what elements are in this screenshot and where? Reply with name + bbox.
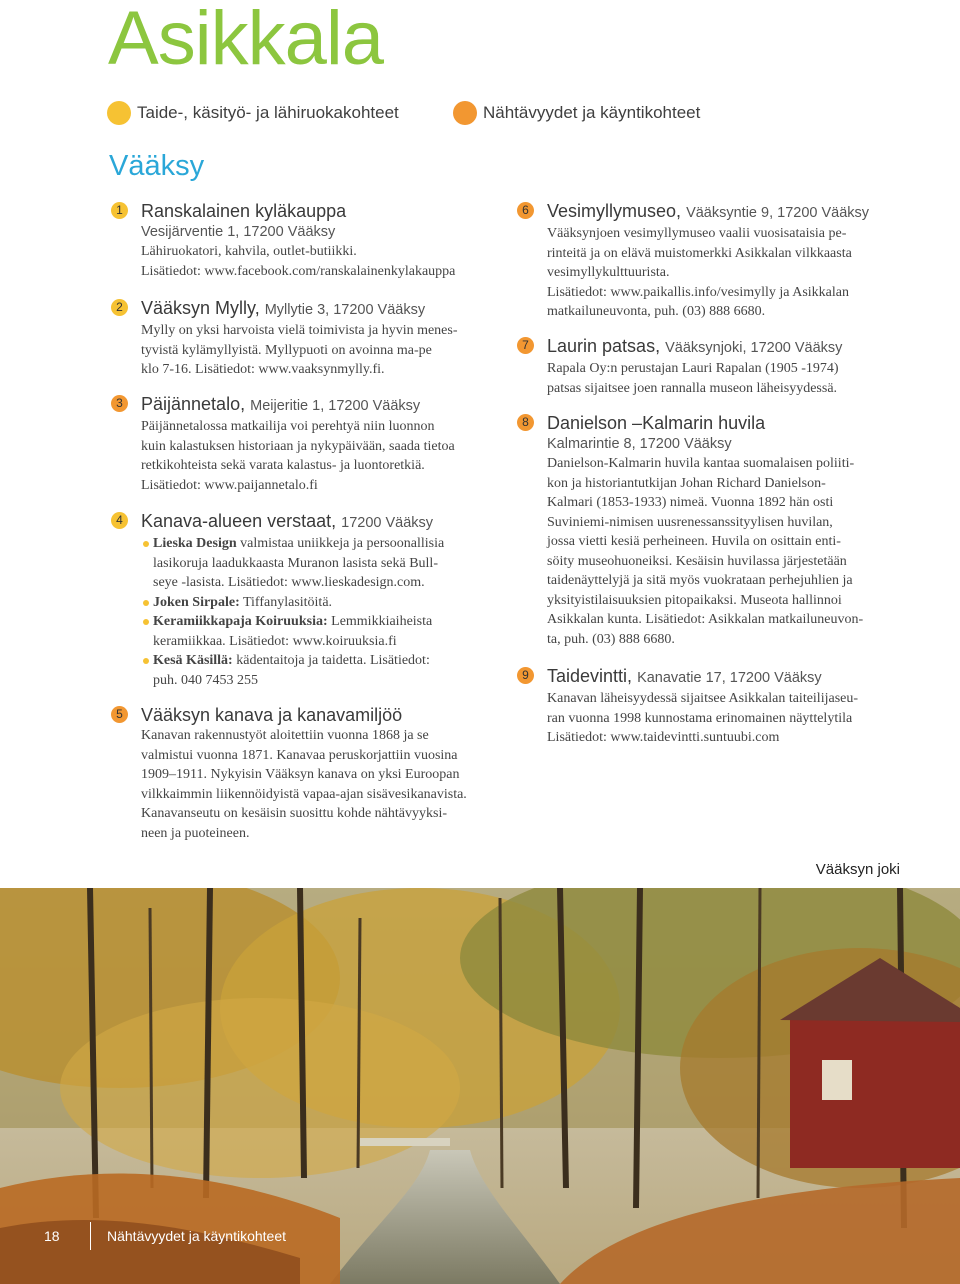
entry-text: valmistui vuonna 1871. Kanavaa peruskorjattiin vuosina <box>141 747 458 763</box>
entry-text: Asikkalan kunta. Lisätiedot: Asikkalan matkailuneuvon- <box>547 612 864 627</box>
entry-text: kuin kalastuksen historiaan ja nykypäivään, saada tietoa <box>141 438 455 454</box>
entry-2 <box>116 297 521 380</box>
entry-name: Vesimyllymuseo, <box>547 201 682 221</box>
bullet-text: lasikoruja laadukkaasta Muranon lasista sekä Bull- <box>153 555 438 571</box>
entry-text: Kalmari (1853-1933) nimeä. Vuonna 1892 hän osti <box>547 495 834 510</box>
entry-text: Lisätiedot: www.paijannetalo.fi <box>141 477 318 493</box>
entry-name: Laurin patsas, <box>547 336 661 356</box>
photo-caption: Vääksyn joki <box>815 861 900 878</box>
bullet-text: puh. 040 7453 255 <box>153 672 258 688</box>
number-badge: 1 <box>111 202 128 219</box>
bullet-item: Kesä Käsillä: kädentaitoja ja taidetta. Lisätiedot: <box>141 651 521 671</box>
footer-section: Nähtävyydet ja käyntikohteet <box>107 1228 286 1244</box>
bullet-item: Lieska Design valmistaa uniikkeja ja persoonallisia <box>141 534 521 554</box>
entry-text: Päijännetalossa matkailija voi perehtyä niin luonnon <box>141 419 435 434</box>
bullet-text: seye -lasista. Lisätiedot: www.lieskadesign.com. <box>153 575 425 590</box>
entry-name: Taidevintti, <box>547 666 633 686</box>
entry-text: Mylly on yksi harvoista vielä toimivista ja hyvin menes- <box>141 323 458 338</box>
number-badge: 4 <box>111 512 128 529</box>
entry-address: Kanavatie 17, 17200 Vääksy <box>637 670 822 686</box>
entry-text: klo 7-16. Lisätiedot: www.vaaksynmylly.fi. <box>141 362 385 377</box>
number-badge: 3 <box>111 395 128 412</box>
entry-text: taidenäyttelyjä ja sitä myös vuokrataan perhejuhlien ja <box>547 573 853 588</box>
legend-label: Nähtävyydet ja käyntikohteet <box>483 103 701 122</box>
number-badge: 6 <box>517 202 534 219</box>
entry-address: Vesijärventie 1, 17200 Vääksy <box>141 224 336 240</box>
entry-text: 1909–1911. Nykyisin Vääksyn kanava on yksi Euroopan <box>141 767 460 782</box>
entry-text: kon ja historiantutkijan Johan Richard Danielson- <box>547 475 826 491</box>
entry-text: ran vuonna 1998 kunnostama erinomainen näyttelytila <box>547 710 853 726</box>
entry-text: Lisätiedot: www.taidevintti.suntuubi.com <box>547 730 780 745</box>
entry-text: Kanavan läheisyydessä sijaitsee Asikkalan taiteilijaseu- <box>547 691 859 706</box>
bullet-text: keramiikkaa. Lisätiedot: www.koiruuksia.fi <box>153 633 397 649</box>
number-badge: 2 <box>111 299 128 316</box>
page-number: 18 <box>44 1228 60 1244</box>
entry-address: Myllytie 3, 17200 Vääksy <box>264 302 426 318</box>
entry-8 <box>522 412 927 649</box>
page-title: Asikkala <box>108 0 383 81</box>
legend-item-sights <box>453 101 700 125</box>
entry-1 <box>116 200 521 281</box>
number-badge: 5 <box>111 706 128 723</box>
entry-text: Suviniemi-nimisen uusrenessanssityylisen huvilan, <box>547 514 833 530</box>
entry-name: Vääksyn Mylly, <box>141 298 260 318</box>
entry-text: Danielson-Kalmarin huvila kantaa suomalaisen poliiti- <box>547 456 855 471</box>
entry-text: Kanavanseutu on kesäisin suosittu kohde nähtävyyksi- <box>141 806 448 821</box>
entry-text: tyvistä kylämyllyistä. Myllypuoti on avoinna ma-pe <box>141 342 432 358</box>
entry-3 <box>116 393 521 495</box>
entry-text: retkikohteista sekä varata kalastus- ja luontoretkiä. <box>141 458 425 473</box>
entry-text: ta, puh. (03) 888 6680. <box>547 631 675 647</box>
entry-6 <box>522 200 927 322</box>
number-badge: 9 <box>517 667 534 684</box>
entry-address: Kalmarintie 8, 17200 Vääksy <box>547 436 732 452</box>
entry-name: Ranskalainen kyläkauppa <box>141 201 347 221</box>
entry-text: Lisätiedot: www.paikallis.info/vesimylly ja Asikkalan <box>547 284 849 300</box>
entry-text: söity museohuoneiksi. Kesäisin huvilassa järjestetään <box>547 553 847 569</box>
entry-text: jossa vietti kesiä perheineen. Huvila on osittain enti- <box>547 534 841 549</box>
entry-4 <box>116 510 521 690</box>
entry-text: Lähiruokatori, kahvila, outlet-butiikki. <box>141 244 357 259</box>
bullet-item: Keramiikkapaja Koiruuksia: Lemmikkiaiheista <box>141 612 521 632</box>
bullet-item: Joken Sirpale: Tiffanylasitöitä. <box>141 593 521 613</box>
entry-text: Lisätiedot: www.facebook.com/ranskalainenkylakauppa <box>141 263 456 279</box>
legend-item-crafts <box>107 101 399 125</box>
entry-text: neen ja puoteineen. <box>141 825 250 841</box>
entry-name: Danielson –Kalmarin huvila <box>547 413 766 433</box>
entry-text: Rapala Oy:n perustajan Lauri Rapalan (1905 -1974) <box>547 361 839 376</box>
entry-7 <box>522 335 927 398</box>
legend-label: Taide-, käsityö- ja lähiruokakohteet <box>137 103 399 122</box>
section-title: Vääksy <box>109 150 205 182</box>
entry-text: rinteitä ja on elävä muistomerkki Asikkalan vilkkaasta <box>547 245 852 261</box>
entry-9 <box>522 665 927 748</box>
entry-text: vilkkaimmin liikennöidyistä vapaa-ajan sisävesikanavista. <box>141 786 467 802</box>
entry-text: Kanavan rakennustyöt aloitettiin vuonna 1868 ja se <box>141 728 429 743</box>
entry-address: Vääksynjoki, 17200 Vääksy <box>665 340 843 356</box>
entry-address: Vääksyntie 9, 17200 Vääksy <box>686 205 870 221</box>
entry-5 <box>116 704 521 843</box>
entry-name: Kanava-alueen verstaat, <box>141 511 337 531</box>
entry-text: Vääksynjoen vesimyllymuseo vaalii vuosisataisia pe- <box>547 226 847 241</box>
orange-dot-icon <box>453 101 477 125</box>
number-badge: 7 <box>517 337 534 354</box>
entry-address: 17200 Vääksy <box>341 515 434 531</box>
yellow-dot-icon <box>107 101 131 125</box>
entry-text: patsas sijaitsee joen rannalla museon läheisyydessä. <box>547 380 838 396</box>
number-badge: 8 <box>517 414 534 431</box>
entry-text: yksityistilaisuuksien pitopaikaksi. Museota hallinnoi <box>547 592 842 608</box>
entry-name: Päijännetalo, <box>141 394 246 414</box>
entry-text: matkailuneuvonta, puh. (03) 888 6680. <box>547 304 766 319</box>
entry-name: Vääksyn kanava ja kanavamiljöö <box>141 705 403 725</box>
entry-text: vesimyllykulttuurista. <box>547 265 670 280</box>
entry-address: Meijeritie 1, 17200 Vääksy <box>250 398 421 414</box>
footer-divider <box>90 1222 91 1250</box>
